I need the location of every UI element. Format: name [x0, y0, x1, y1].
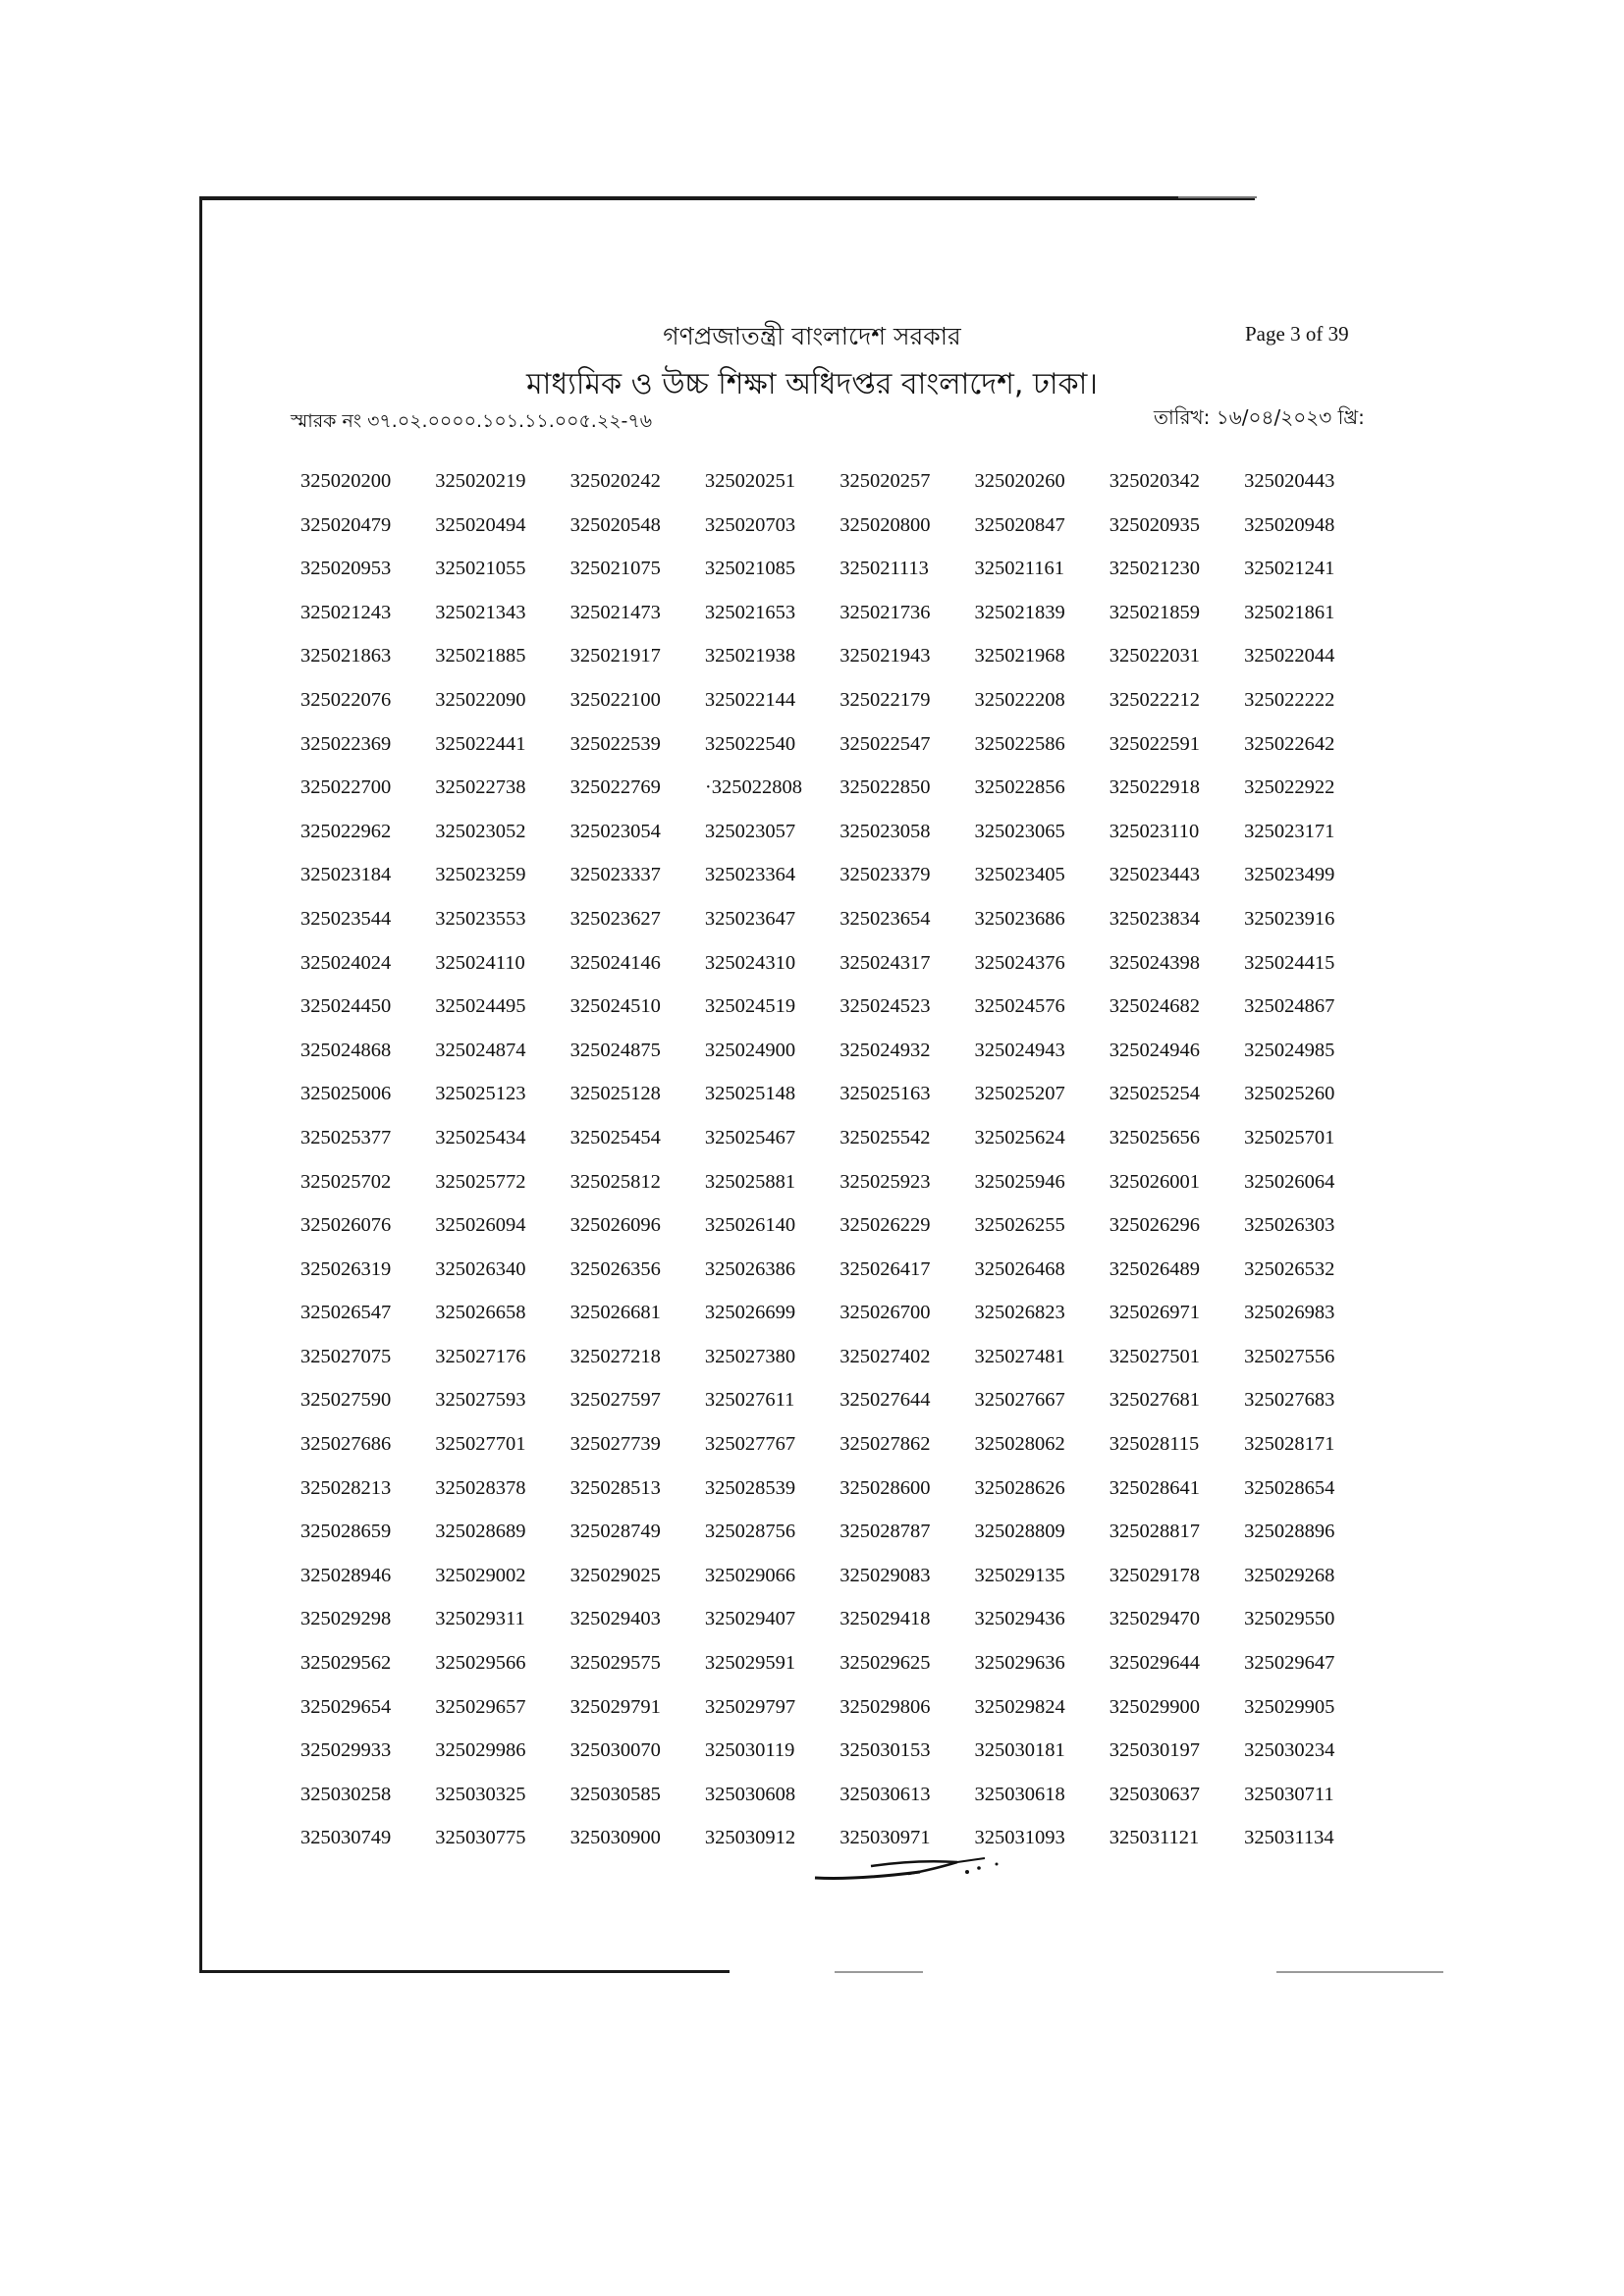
- roll-number-cell: 325024510: [569, 995, 661, 1018]
- roll-number-cell: 325024110: [435, 951, 525, 974]
- roll-number-cell: 325029575: [569, 1652, 661, 1675]
- roll-number-cell: 325030608: [704, 1783, 796, 1805]
- roll-number-cell: 325024875: [569, 1039, 661, 1061]
- roll-number-cell: 325021161: [974, 558, 1064, 580]
- roll-number-cell: 325020257: [839, 470, 931, 492]
- roll-number-cell: 325028946: [300, 1564, 392, 1586]
- roll-number-cell: 325025946: [974, 1170, 1065, 1193]
- roll-number-cell: 325026532: [1244, 1257, 1335, 1280]
- page-frame-bottom-fragment: [835, 1971, 923, 1973]
- roll-number-cell: 325030258: [300, 1783, 392, 1805]
- page-frame-bottom-border: [199, 1970, 730, 1973]
- memo-number: স্মারক নং ৩৭.০২.০০০০.১০১.১১.০০৫.২২-৭৬: [291, 410, 653, 432]
- roll-number-cell: 325029647: [1244, 1652, 1335, 1675]
- roll-number-cell: 325028809: [974, 1521, 1065, 1543]
- roll-number-cell: 325029562: [300, 1652, 392, 1675]
- roll-number-cell: 325030711: [1244, 1783, 1334, 1805]
- roll-number-cell: 325021653: [704, 601, 796, 623]
- roll-number-cell: 325027380: [704, 1345, 796, 1367]
- roll-number-cell: 325026700: [839, 1302, 931, 1324]
- roll-number-cell: 325028213: [300, 1476, 392, 1499]
- roll-number-cell: 325027597: [569, 1389, 661, 1412]
- roll-number-cell: 325024398: [1109, 951, 1201, 974]
- roll-number-cell: 325025772: [435, 1170, 526, 1193]
- roll-number-cell: 325029791: [569, 1695, 661, 1718]
- roll-number-cell: 325022208: [974, 688, 1065, 711]
- roll-number-cell: 325027402: [839, 1345, 931, 1367]
- roll-number-cell: 325026468: [974, 1257, 1065, 1280]
- roll-number-cell: 325028115: [1109, 1433, 1200, 1456]
- roll-number-cell: 325020494: [435, 513, 526, 536]
- roll-number-cell: 325021938: [704, 645, 796, 667]
- roll-number-cell: 325029636: [974, 1652, 1065, 1675]
- roll-number-cell: 325022918: [1109, 776, 1201, 799]
- roll-number-cell: 325020342: [1109, 470, 1201, 492]
- roll-number-cell: 325026983: [1244, 1302, 1335, 1324]
- roll-number-cell: 325028600: [839, 1476, 931, 1499]
- page-number: Page 3 of 39: [1245, 322, 1349, 346]
- roll-number-cell: 325029268: [1244, 1564, 1335, 1586]
- roll-number-cell: 325022369: [300, 732, 392, 755]
- roll-number-cell: 325026064: [1244, 1170, 1335, 1193]
- roll-number-cell: 325022738: [435, 776, 526, 799]
- roll-number-cell: 325025454: [569, 1126, 661, 1148]
- roll-number-cell: 325029298: [300, 1608, 392, 1630]
- roll-number-cell: 325029806: [839, 1695, 931, 1718]
- government-title: গণপ্রজাতন্ত্রী বাংলাদেশ সরকার: [663, 322, 961, 350]
- page-frame-bottom-fragment: [1276, 1971, 1443, 1973]
- roll-number-cell: 325024310: [704, 951, 796, 974]
- roll-number-cell: 325027701: [435, 1433, 526, 1456]
- roll-number-cell: 325025656: [1109, 1126, 1201, 1148]
- roll-number-cell: 325026340: [435, 1257, 526, 1280]
- roll-number-cell: 325029002: [435, 1564, 526, 1586]
- roll-number-cell: 325027611: [704, 1389, 795, 1412]
- roll-number-cell: 325031093: [974, 1827, 1065, 1849]
- signature-mark: [810, 1850, 1026, 1890]
- roll-number-cell: 325027501: [1109, 1345, 1201, 1367]
- roll-number-cell: 325028896: [1244, 1521, 1335, 1543]
- roll-number-cell: 325026386: [704, 1257, 796, 1280]
- roll-number-cell: 325021861: [1244, 601, 1335, 623]
- roll-number-cell: 325020251: [704, 470, 796, 492]
- roll-number-cell: 325026096: [569, 1214, 661, 1237]
- roll-number-cell: 325023052: [435, 820, 526, 842]
- roll-number-cell: 325026681: [569, 1302, 661, 1324]
- roll-number-cell: 325023916: [1244, 907, 1335, 930]
- roll-number-cell: 325025624: [974, 1126, 1065, 1148]
- roll-number-cell: 325022547: [839, 732, 931, 755]
- roll-number-cell: 325025123: [435, 1083, 526, 1105]
- roll-number-cell: 325020953: [300, 558, 392, 580]
- roll-number-cell: 325021885: [435, 645, 526, 667]
- roll-number-cell: 325027218: [569, 1345, 661, 1367]
- roll-number-cell: 325025260: [1244, 1083, 1335, 1105]
- roll-number-cell: 325023647: [704, 907, 796, 930]
- roll-number-cell: 325027176: [435, 1345, 526, 1367]
- roll-number-cell: ·325022808: [704, 776, 802, 799]
- roll-number-cell: 325030325: [435, 1783, 526, 1805]
- roll-number-cell: 325024900: [704, 1039, 796, 1061]
- roll-number-cell: 325025163: [839, 1083, 931, 1105]
- directorate-title: মাধ্যমিক ও উচ্চ শিক্ষা অধিদপ্তর বাংলাদেশ, ঢাকা।: [525, 367, 1099, 401]
- roll-number-cell: 325021343: [435, 601, 526, 623]
- roll-number-cell: 325030234: [1244, 1739, 1335, 1762]
- roll-number-cell: 325022591: [1109, 732, 1201, 755]
- roll-number-cell: 325030900: [569, 1827, 661, 1849]
- roll-number-cell: 325024946: [1109, 1039, 1201, 1061]
- roll-number-cell: 325025542: [839, 1126, 931, 1148]
- roll-number-cell: 325029625: [839, 1652, 931, 1675]
- roll-number-cell: 325026489: [1109, 1257, 1201, 1280]
- roll-number-cell: 325025254: [1109, 1083, 1201, 1105]
- roll-number-cell: 325027739: [569, 1433, 661, 1456]
- roll-number-cell: 325022856: [974, 776, 1065, 799]
- roll-number-cell: 325030585: [569, 1783, 661, 1805]
- roll-number-cell: 325030637: [1109, 1783, 1201, 1805]
- roll-number-cell: 325023405: [974, 864, 1065, 886]
- roll-number-cell: 325031121: [1109, 1827, 1200, 1849]
- roll-number-cell: 325024523: [839, 995, 931, 1018]
- roll-number-cell: 325028513: [569, 1476, 661, 1499]
- roll-number-cell: 325020703: [704, 513, 796, 536]
- roll-number-cell: 325020948: [1244, 513, 1335, 536]
- roll-number-cell: 325029905: [1244, 1695, 1335, 1718]
- roll-number-cell: 325023058: [839, 820, 931, 842]
- roll-number-cell: 325020242: [569, 470, 661, 492]
- roll-number-cell: 325026140: [704, 1214, 796, 1237]
- roll-number-cell: 325030613: [839, 1783, 931, 1805]
- roll-number-cell: 325025434: [435, 1126, 526, 1148]
- roll-number-cell: 325021859: [1109, 601, 1201, 623]
- roll-number-cell: 325028641: [1109, 1476, 1201, 1499]
- roll-number-cell: 325028626: [974, 1476, 1065, 1499]
- roll-number-cell: 325030153: [839, 1739, 931, 1762]
- roll-number-cell: 325022540: [704, 732, 796, 755]
- roll-number-cell: 325028817: [1109, 1521, 1201, 1543]
- issue-date: তারিখ: ১৬/০৪/২০২৩ খ্রি:: [1154, 405, 1365, 429]
- roll-number-cell: 325023054: [569, 820, 661, 842]
- roll-number-cell: 325027681: [1109, 1389, 1201, 1412]
- roll-number-cell: 325026547: [300, 1302, 392, 1324]
- roll-number-cell: 325021943: [839, 645, 931, 667]
- roll-number-cell: 325023499: [1244, 864, 1335, 886]
- roll-number-cell: 325029657: [435, 1695, 526, 1718]
- roll-number-cell: 325022700: [300, 776, 392, 799]
- roll-number-cell: 325024376: [974, 951, 1065, 974]
- roll-number-cell: 325022441: [435, 732, 526, 755]
- roll-number-cell: 325025881: [704, 1170, 796, 1193]
- roll-number-cell: 325028756: [704, 1521, 796, 1543]
- roll-number-cell: 325022100: [569, 688, 661, 711]
- roll-number-cell: 325020548: [569, 513, 661, 536]
- roll-number-cell: 325024495: [435, 995, 526, 1018]
- roll-number-cell: 325025128: [569, 1083, 661, 1105]
- roll-number-cell: 325020219: [435, 470, 526, 492]
- roll-number-cell: 325031134: [1244, 1827, 1334, 1849]
- roll-number-cell: 325024682: [1109, 995, 1201, 1018]
- roll-number-cell: 325020479: [300, 513, 392, 536]
- roll-number-cell: 325021085: [704, 558, 796, 580]
- roll-number-cell: 325022222: [1244, 688, 1335, 711]
- roll-number-cell: 325023057: [704, 820, 796, 842]
- roll-number-cell: 325027593: [435, 1389, 526, 1412]
- roll-number-cell: 325029644: [1109, 1652, 1201, 1675]
- roll-number-cell: 325029933: [300, 1739, 392, 1762]
- roll-number-cell: 325020260: [974, 470, 1065, 492]
- roll-number-cell: 325023171: [1244, 820, 1335, 842]
- roll-number-cell: 325023553: [435, 907, 526, 930]
- roll-number-cell: 325026356: [569, 1257, 661, 1280]
- roll-number-cell: 325026319: [300, 1257, 392, 1280]
- roll-number-cell: 325030775: [435, 1827, 526, 1849]
- roll-number-cell: 325021075: [569, 558, 661, 580]
- roll-number-cell: 325021243: [300, 601, 392, 623]
- roll-number-cell: 325030971: [839, 1827, 931, 1849]
- roll-number-cell: 325029654: [300, 1695, 392, 1718]
- roll-number-cell: 325026255: [974, 1214, 1065, 1237]
- roll-number-cell: 325025207: [974, 1083, 1065, 1105]
- roll-number-cell: 325024868: [300, 1039, 392, 1061]
- roll-number-cell: 325025377: [300, 1126, 392, 1148]
- roll-number-cell: 325029135: [974, 1564, 1065, 1586]
- roll-number-cell: 325027590: [300, 1389, 392, 1412]
- roll-number-cell: 325022076: [300, 688, 392, 711]
- roll-number-cell: 325026417: [839, 1257, 931, 1280]
- roll-number-cell: 325029824: [974, 1695, 1065, 1718]
- roll-number-cell: 325024450: [300, 995, 392, 1018]
- roll-number-cell: 325020935: [1109, 513, 1201, 536]
- roll-number-cell: 325026296: [1109, 1214, 1201, 1237]
- roll-number-cell: 325025148: [704, 1083, 796, 1105]
- roll-number-cell: 325026094: [435, 1214, 526, 1237]
- roll-number-cell: 325028654: [1244, 1476, 1335, 1499]
- page-frame-top-border: [199, 196, 1255, 200]
- roll-number-cell: 325029900: [1109, 1695, 1201, 1718]
- roll-number-cell: 325021230: [1109, 558, 1201, 580]
- roll-number-cell: 325026699: [704, 1302, 796, 1324]
- roll-number-cell: 325024985: [1244, 1039, 1335, 1061]
- roll-number-cell: 325023544: [300, 907, 392, 930]
- roll-number-cell: 325022922: [1244, 776, 1335, 799]
- roll-number-cell: 325022212: [1109, 688, 1201, 711]
- roll-number-cell: 325029470: [1109, 1608, 1201, 1630]
- roll-number-cell: 325022962: [300, 820, 392, 842]
- roll-number-cell: 325023627: [569, 907, 661, 930]
- roll-number-cell: 325025812: [569, 1170, 661, 1193]
- roll-number-cell: 325026076: [300, 1214, 392, 1237]
- roll-number-cell: 325030197: [1109, 1739, 1201, 1762]
- roll-number-cell: 325025702: [300, 1170, 392, 1193]
- roll-number-cell: 325029025: [569, 1564, 661, 1586]
- roll-number-cell: 325021736: [839, 601, 931, 623]
- roll-number-cell: 325022031: [1109, 645, 1201, 667]
- roll-number-cell: 325027075: [300, 1345, 392, 1367]
- roll-number-cell: 325023834: [1109, 907, 1201, 930]
- roll-number-cell: 325024867: [1244, 995, 1335, 1018]
- roll-number-cell: 325022044: [1244, 645, 1335, 667]
- roll-number-cell: 325025701: [1244, 1126, 1335, 1148]
- roll-number-cell: 325029591: [704, 1652, 796, 1675]
- roll-number-cell: 325022144: [704, 688, 796, 711]
- roll-number-cell: 325029066: [704, 1564, 796, 1586]
- roll-number-cell: 325029797: [704, 1695, 796, 1718]
- roll-number-cell: 325023379: [839, 864, 931, 886]
- roll-number-cell: 325022769: [569, 776, 661, 799]
- roll-number-cell: 325022642: [1244, 732, 1335, 755]
- roll-number-cell: 325025467: [704, 1126, 796, 1148]
- roll-number-cell: 325025006: [300, 1083, 392, 1105]
- roll-number-cell: 325030912: [704, 1827, 796, 1849]
- roll-number-cell: 325024415: [1244, 951, 1335, 974]
- roll-number-cell: 325028062: [974, 1433, 1065, 1456]
- roll-number-cell: 325021055: [435, 558, 526, 580]
- roll-number-cell: 325025923: [839, 1170, 931, 1193]
- roll-number-cell: 325030181: [974, 1739, 1065, 1762]
- roll-number-cell: 325026229: [839, 1214, 931, 1237]
- roll-number-cell: 325029311: [435, 1608, 525, 1630]
- roll-number-cell: 325021473: [569, 601, 661, 623]
- roll-number-cell: 325020443: [1244, 470, 1335, 492]
- roll-number-cell: 325023337: [569, 864, 661, 886]
- roll-number-cell: 325029550: [1244, 1608, 1335, 1630]
- roll-number-cell: 325029566: [435, 1652, 526, 1675]
- roll-number-cell: 325026658: [435, 1302, 526, 1324]
- roll-number-cell: 325026971: [1109, 1302, 1201, 1324]
- roll-number-cell: 325024317: [839, 951, 931, 974]
- roll-number-cell: 325024024: [300, 951, 392, 974]
- roll-number-cell: 325027767: [704, 1433, 796, 1456]
- roll-number-cell: 325022090: [435, 688, 526, 711]
- roll-number-cell: 325030749: [300, 1827, 392, 1849]
- roll-number-cell: 325020800: [839, 513, 931, 536]
- roll-number-cell: 325028378: [435, 1476, 526, 1499]
- roll-number-cell: 325029407: [704, 1608, 796, 1630]
- roll-number-cell: 325024519: [704, 995, 796, 1018]
- roll-number-cell: 325021863: [300, 645, 392, 667]
- roll-number-cell: 325027862: [839, 1433, 931, 1456]
- roll-number-cell: 325023654: [839, 907, 931, 930]
- page-frame-top-border-tail: [1178, 196, 1257, 198]
- roll-number-cell: 325026001: [1109, 1170, 1201, 1193]
- roll-number-cell: 325021241: [1244, 558, 1335, 580]
- roll-number-cell: 325022179: [839, 688, 931, 711]
- roll-number-cell: 325029418: [839, 1608, 931, 1630]
- roll-number-cell: 325023110: [1109, 820, 1200, 842]
- roll-number-cell: 325023184: [300, 864, 392, 886]
- roll-number-cell: 325026303: [1244, 1214, 1335, 1237]
- roll-number-table: [300, 459, 1371, 1860]
- roll-number-cell: 325023065: [974, 820, 1065, 842]
- roll-number-cell: 325023686: [974, 907, 1065, 930]
- roll-number-cell: 325028689: [435, 1521, 526, 1543]
- roll-number-cell: 325021917: [569, 645, 661, 667]
- roll-number-cell: 325027683: [1244, 1389, 1335, 1412]
- roll-number-cell: 325024146: [569, 951, 661, 974]
- roll-number-cell: 325021839: [974, 601, 1065, 623]
- roll-number-cell: 325028787: [839, 1521, 931, 1543]
- roll-number-cell: 325024576: [974, 995, 1065, 1018]
- roll-number-cell: 325021968: [974, 645, 1065, 667]
- roll-number-cell: 325024874: [435, 1039, 526, 1061]
- roll-number-cell: 325030119: [704, 1739, 795, 1762]
- roll-number-cell: 325024943: [974, 1039, 1065, 1061]
- roll-number-cell: 325027667: [974, 1389, 1065, 1412]
- roll-number-cell: 325022586: [974, 732, 1065, 755]
- roll-number-cell: 325029986: [435, 1739, 526, 1762]
- roll-number-cell: 325027686: [300, 1433, 392, 1456]
- page-frame-left-border: [199, 196, 202, 1973]
- roll-number-cell: 325020200: [300, 470, 392, 492]
- roll-number-cell: 325023364: [704, 864, 796, 886]
- roll-number-cell: 325026823: [974, 1302, 1065, 1324]
- roll-number-cell: 325028749: [569, 1521, 661, 1543]
- roll-number-cell: 325023259: [435, 864, 526, 886]
- roll-number-cell: 325022539: [569, 732, 661, 755]
- roll-number-cell: 325027481: [974, 1345, 1065, 1367]
- roll-number-cell: 325030618: [974, 1783, 1065, 1805]
- roll-number-cell: 325029436: [974, 1608, 1065, 1630]
- roll-number-cell: 325028539: [704, 1476, 796, 1499]
- roll-number-cell: 325027644: [839, 1389, 931, 1412]
- roll-number-cell: 325028171: [1244, 1433, 1335, 1456]
- roll-number-cell: 325022850: [839, 776, 931, 799]
- roll-number-cell: 325021113: [839, 558, 929, 580]
- roll-number-cell: 325030070: [569, 1739, 661, 1762]
- roll-number-cell: 325029178: [1109, 1564, 1201, 1586]
- roll-number-cell: 325029083: [839, 1564, 931, 1586]
- roll-number-cell: 325024932: [839, 1039, 931, 1061]
- roll-number-cell: 325020847: [974, 513, 1065, 536]
- roll-number-cell: 325023443: [1109, 864, 1201, 886]
- roll-number-cell: 325027556: [1244, 1345, 1335, 1367]
- roll-number-cell: 325028659: [300, 1521, 392, 1543]
- roll-number-cell: 325029403: [569, 1608, 661, 1630]
